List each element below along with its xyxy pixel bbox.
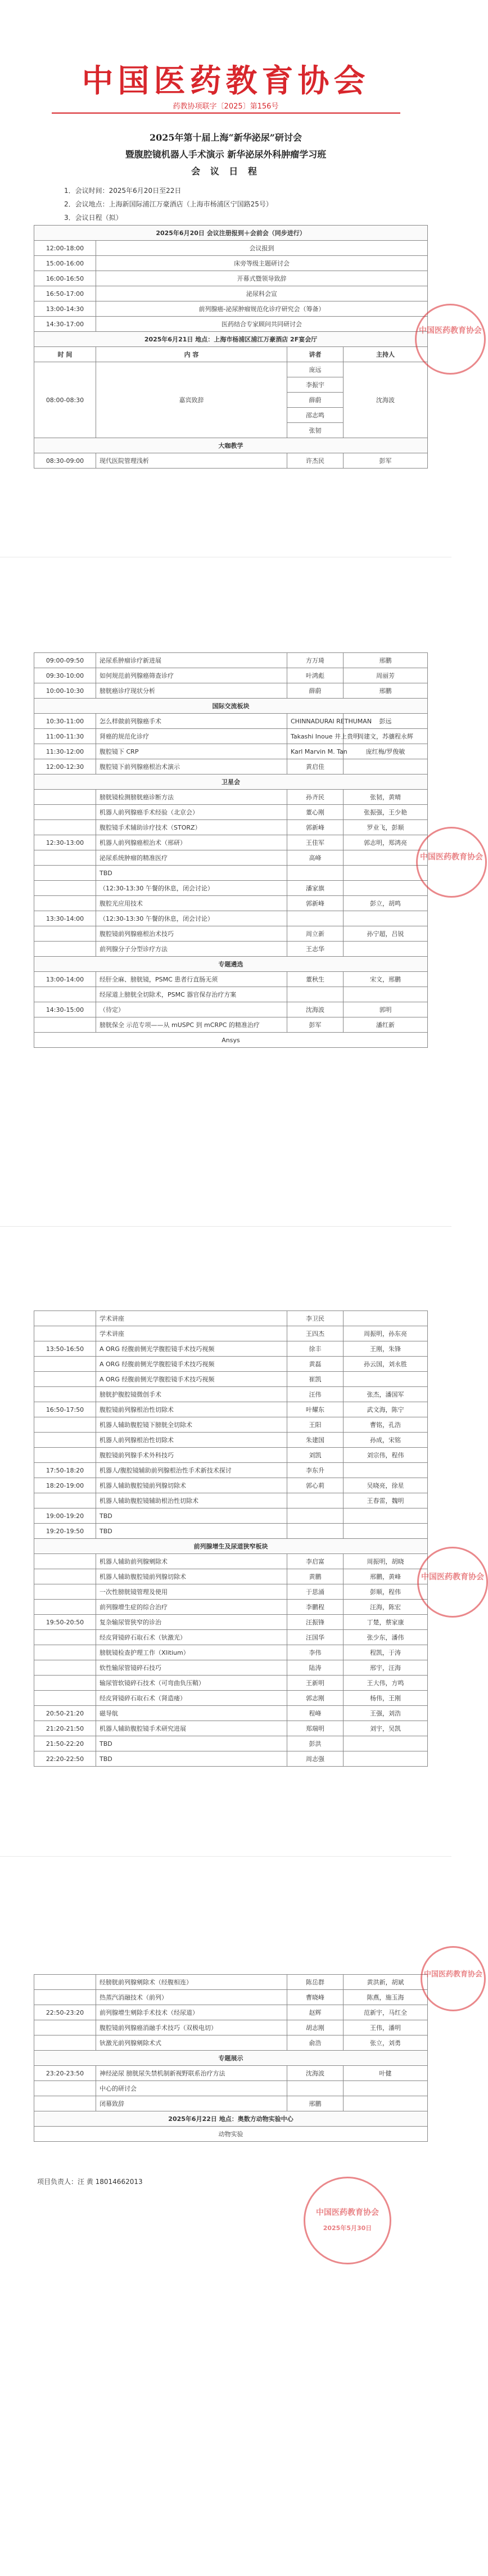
table-row: 17:50-18:20 机器人/腹腔镜辅助前列腺根治性手术新技术探讨 李东升 [34,1463,428,1478]
table-row: 张韧 [34,423,428,438]
table-row: 学术讲座 王四杰 周振明，孙东亮 [34,1326,428,1341]
table-row: 邵志鸣 [34,408,428,423]
table-row: 一次性膀胱镜管理及使用 于思涌 彭顺，程伟 [34,1584,428,1600]
table-row: 膀胱保全 示范专项——从 mUSPC 到 mCRPC 的精准治疗 彭军 潘红新 [34,1017,428,1033]
table-row: 14:30-15:00 （待定） 沈海波 郭明 [34,1002,428,1017]
table-row: 腹腔镜前列腺癌根治术技巧 周立新 孙宁超，吕锐 [34,926,428,942]
day2-title: 2025年6月21日 地点：上海市杨浦区浦江万豪酒店 2F宴会厅 [34,332,428,347]
table-row: 16:50-17:50 腹腔镜前列腺根治性切除术 叶耀东 武文海，陈宁 [34,1402,428,1417]
page-separator [0,1856,451,1857]
table-row: 中心的研讨会 [34,2081,428,2096]
table-row: 腹腔镜手术辅助诊疗技术（STORZ） 郭新峰 罗业飞，彭顺 [34,820,428,835]
table-row: 前列腺分子分型诊疗方法 王志华 [34,942,428,957]
table-row: 23:20-23:50 神经泌尿 膀胱尿失禁机制新视野联系治疗方法 沈海波 叶健 [34,2066,428,2081]
table-row: 19:20-19:50 TBD [34,1524,428,1539]
table-row: 20:50-21:20 磁导航 程峰 王强，刘浩 [34,1706,428,1721]
table-row: 21:50-22:20 TBD 彭洪 [34,1736,428,1751]
table-row: 腹腔光应用技术 郭新峰 彭立，胡鸣 [34,896,428,911]
schedule-table-1 [34,225,428,469]
table-row: 李振宇 [34,377,428,393]
red-divider [52,112,400,114]
table-row: 14:30-17:00 医药结合专家顾问共同研讨会 [34,317,428,332]
table-row: 输尿管软镜碎石技术（可弯曲负压鞘） 王新明 王大伟，方鸣 [34,1676,428,1691]
table-row: 闭幕致辞 邢鹏 [34,2096,428,2111]
table-row: 08:00-08:30 嘉宾致辞 庞远 沈海波 [34,362,428,377]
table-row: 机器人辅助前列腺剜除术 李启富 周振明，胡晓 [34,1554,428,1569]
table-row: 13:00-14:00 经肝全麻、膀胱镜，PSMC 患者行直肠无须 董秋生 宋文，邢鹏 [34,972,428,987]
table-row: （12:30-13:30 午餐的休息，闭会讨论） 潘家旗 [34,881,428,896]
table-row: 12:00-18:00 会议报到 [34,241,428,256]
page-4 [0,1862,482,2576]
conference-subtitle: 暨腹腔镜机器人手术演示 新华泌尿外科肿瘤学习班 [125,149,327,160]
table-row: 12:30-13:00 机器人前列腺癌根治术（邢研） 王佳军 郭志明，郑鸿亮 [34,835,428,850]
table-row: 软性输尿管镜碎石技巧 陆涛 邢宇，汪海 [34,1660,428,1676]
official-seal-date: 中国医药教育协会 2025年5月30日 [304,2177,391,2264]
table-row: 19:50-20:50 复杂输尿管狭窄的诊治 汪振锋 丁楚，蔡家康 [34,1615,428,1630]
table-row: 机器人辅助腹腔镜前列腺切除术 黄鹏 邢鹏，黄峰 [34,1569,428,1584]
table-row: 18:20-19:00 机器人辅助腹腔镜前列腺切除术 郭心莉 吴晓亮，徐星 [34,1478,428,1493]
table-row: 21:20-21:50 机器人辅助腹腔镜手术研究进展 郑瑞明 刘宇，吴凯 [34,1721,428,1736]
table-row: 09:30-10:00 如何规范前列腺癌筛查诊疗 叶鸿彪 周丽芳 [34,668,428,683]
org-title: 中国医药教育协会 [82,62,370,100]
day1-title: 2025年6月20日 会议注册报到＋会前会（同步进行） [34,226,428,241]
table-row: 经尿道上膀胱全切除术，PSMC 器官保存治疗方案 [34,987,428,1002]
table-row: 22:20-22:50 TBD 周志强 [34,1751,428,1767]
table-row: Ansys [34,1033,428,1048]
table-row: 11:30-12:00 腹腔镜下 CRP Karl Marvin M. Tan 庞红梅/罗俊敏 [34,744,428,759]
table-row: 薛蔚 [34,393,428,408]
table-row: 机器人前列腺根治性切除术 朱建国 孙成，宋铭 [34,1433,428,1448]
agenda-title: 会 议 日 程 [191,166,260,177]
schedule-table-2 [34,652,428,1048]
page-2 [0,562,483,1221]
table-row: 膀胱护腹腔镜微创手术 汪伟 张杰，潘国军 [34,1387,428,1402]
table-row: 经皮肾镜碎石取石术（肾造瘘） 郭志刚 杨伟，王刚 [34,1691,428,1706]
table-row: 钬激光前列腺剜除术式 俞浩 张立，刘勇 [34,2035,428,2051]
table-row: 机器人辅助腹腔镜下膀胱全切除术 王阳 曹铭，孔浩 [34,1417,428,1433]
table-row: A ORG 经腹前侧光学腹腔镜手术技巧视频 崔凯 [34,1372,428,1387]
table-row: 泌尿系统肿瘤的精准医疗 高峰 [34,850,428,866]
section-title: 专题展示 [34,2051,428,2066]
table-row: 10:00-10:30 膀胱癌诊疗现状分析 薛蔚 邢鹏 [34,683,428,699]
page-separator [0,1226,451,1227]
table-row: 09:00-09:50 泌尿系肿瘤诊疗新进展 方万琦 邢鹏 [34,653,428,668]
table-row: 12:00-12:30 腹腔镜下前列腺癌根治术演示 黄启佳 [34,759,428,774]
table-row: 22:50-23:20 前列腺增生剜除手术技术（经尿道） 赵辉 范新宇，马红全 [34,2005,428,2020]
table-row: 腹腔镜前列腺癌消融手术技巧（双极电切） 胡志刚 王伟，潘明 [34,2020,428,2035]
table-row: 膀胱镜检查护理工作（Xlitium） 李伟 程凯，于涛 [34,1645,428,1660]
day3-title: 2025年6月22日 地点：奥数方动物实验中心 [34,2111,428,2127]
table-row: 热蒸汽消融技术（前列） 曹晓峰 陈燕，施玉海 [34,1990,428,2005]
table-row: 13:30-14:00 （12:30-13:30 午餐的休息，闭会讨论） [34,911,428,926]
section-title: 前列腺增生及尿道狭窄板块 [34,1539,428,1554]
table-row: 13:00-14:30 前列腺癌-泌尿肿瘤规范化诊疗研究会（筹备） [34,301,428,317]
doc-number: 药教协项联字〔2025〕第156号 [173,102,279,111]
table-row: 19:00-19:20 TBD [34,1508,428,1524]
official-seal: 中国医药教育协会 [421,1946,486,2011]
table-row: 机器人前列腺癌手术经验（北京会） 董心刚 张振强，王少艳 [34,805,428,820]
info-time: 1．会议时间：2025年6月20日至22日 [64,187,182,195]
schedule-table-4 [34,1974,428,2142]
conference-title: 2025年第十届上海“新华泌尿”研讨会 [150,132,302,143]
table-row: 学术讲座 李卫民 [34,1311,428,1326]
table-row: 13:50-16:50 A ORG 经腹前侧光学腹腔镜手术技巧视频 徐丰 王刚，朱锋 [34,1341,428,1357]
table-row: 动物实验 [34,2127,428,2142]
table-row: 10:30-11:00 怎么样做前列腺癌手术 CHINNADURAI RETHUMAN 彭远 [34,714,428,729]
table-row: 11:00-11:30 肾癌的规范化诊疗 Takashi Inoue 井上贵明 周建文，苏骧程永辉 [34,729,428,744]
table-row: 15:00-16:00 床旁等级主题研讨会 [34,256,428,271]
table-row: 膀胱镜检测膀胱癌诊断方法 孙齐民 张韧，黄晴 [34,790,428,805]
official-seal: 中国医药教育协会 [415,304,486,375]
table-row: 16:50-17:00 泌尿科会宣 [34,286,428,301]
section-title: 国际交流板块 [34,699,428,714]
schedule-table-3 [34,1310,428,1767]
contact-line: 项目负责人：汪 黄 18014662013 [37,2178,143,2186]
info-agenda: 3．会议日程（拟） [64,214,123,222]
section-title: 专题遴选 [34,957,428,972]
table-header-row: 时 间 内 容 讲者 主持人 [34,347,428,362]
table-row: A ORG 经腹前侧光学腹腔镜手术技巧视频 黄磊 孙云国，刘永胜 [34,1357,428,1372]
table-row: TBD [34,866,428,881]
table-row: 机器人辅助腹腔镜辅助根治性切除术 王春雷，魏明 [34,1493,428,1508]
table-row: 腹腔镜前列腺手术外科技巧 刘凯 刘宗伟，程伟 [34,1448,428,1463]
table-row: 16:00-16:50 开幕式暨领导致辞 [34,271,428,286]
page-1 [0,0,482,551]
section-title: 大咖教学 [34,438,428,453]
page-3 [0,1232,484,1850]
table-row: 经皮肾镜碎石取石术（钬激光） 汪国华 张少东，潘伟 [34,1630,428,1645]
table-row: 经膀胱前列腺剜除术（经腹相连） 陈岳群 黄洪新，胡斌 [34,1975,428,1990]
official-seal: 中国医药教育协会 [416,827,487,898]
info-place: 2．会议地点：上海新国际浦江万豪酒店（上海市杨浦区宁国路25号） [64,200,273,208]
table-row: 前列腺增生症的综合治疗 李鹏程 汪海，陈宏 [34,1600,428,1615]
section-title: 卫星会 [34,774,428,790]
official-seal: 中国医药教育协会 [417,1547,488,1618]
table-row: 08:30-09:00 现代医院管理浅析 许杰民 彭军 [34,453,428,469]
